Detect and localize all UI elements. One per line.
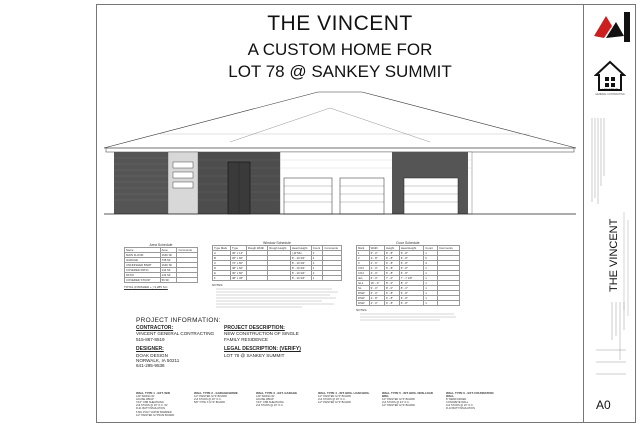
- wall-type-line: LAP SIDING W/: [256, 395, 275, 399]
- wall-type-line: HOUSE WRAP: [256, 398, 274, 402]
- table-cell: SL: [357, 286, 370, 291]
- wall-type-line: 2x4 STUDS @ 16" O.C.: [256, 404, 284, 408]
- wall-type-line: R-13 BATT INSULATION: [446, 407, 475, 411]
- table-cell: 9' - 0": [369, 286, 384, 291]
- front-elevation-drawing: [100, 86, 580, 236]
- wall-type-title: WALL TYPE 4 - INT. BRG. LOAD BRG.: [318, 391, 370, 395]
- table-cell: E: [213, 271, 231, 276]
- legal-description-value: LOT 78 @ SANKEY SUMMIT: [224, 352, 285, 358]
- door-notes-text: [356, 312, 460, 322]
- window-schedule: [212, 241, 342, 310]
- table-cell: DSW: [357, 291, 370, 296]
- table-row: [125, 278, 198, 283]
- project-description-line2: FAMILY RESIDENCE: [224, 336, 268, 342]
- contractor-phone: 515-867-8519: [136, 336, 165, 342]
- table-cell: 8' - 0": [385, 281, 400, 286]
- table-cell: 7' - 7 1/8": [399, 276, 424, 281]
- table-cell: 8' - 0": [385, 286, 400, 291]
- table-cell: 738 SF: [160, 258, 177, 263]
- table-cell: [177, 278, 198, 283]
- table-cell: 8' - 10 3/4": [290, 271, 311, 276]
- wall-type-line: 1/2" PAINTED GYPSUM BOARD: [136, 413, 175, 417]
- wall-type-line: LAP SIDING W/: [136, 395, 155, 399]
- designer-name: DOAK DESIGN: [136, 352, 168, 358]
- wall-type-title: WALL TYPE 1 - EXT. W/D: [136, 391, 170, 395]
- table-header: Name: [125, 248, 161, 253]
- wall-type-line: 5/8" TYPE X GYP. BOARD: [194, 401, 225, 405]
- table-cell: 3' - 0": [369, 291, 384, 296]
- project-info-heading: PROJECT INFORMATION:: [136, 317, 221, 324]
- table-cell: 8' - 0": [399, 281, 424, 286]
- sheet-title: THE VINCENT: [267, 12, 413, 35]
- table-cell: 2' - 0": [369, 301, 384, 306]
- wall-type-line: 1/2" PAINTED GYP. BOARD: [382, 404, 415, 408]
- table-cell: 1: [424, 251, 438, 256]
- sheet-number: A0: [596, 398, 611, 412]
- wall-type-1: [136, 392, 188, 417]
- table-cell: 3: [311, 251, 323, 256]
- wall-type-line: 7/16" OSB SHEATHING: [136, 401, 164, 405]
- brand-subtitle: GENERAL CONTRACTING: [595, 93, 625, 96]
- area-total: TOTAL (FINISHED + ) 3,285 S.F.: [124, 285, 168, 289]
- table-cell: 6' - 8": [385, 261, 400, 266]
- table-header: Count: [424, 246, 438, 251]
- wall-type-line: 2x4 STUDS @ 16" O.C.: [318, 398, 346, 402]
- table-header: Type Mark: [213, 246, 231, 251]
- table-cell: 3: [424, 261, 438, 266]
- table-header: Rough Height: [268, 246, 291, 251]
- table-cell: GARAGE: [125, 258, 161, 263]
- table-cell: 6' - 8": [399, 296, 424, 301]
- table-cell: CO3: [357, 266, 370, 271]
- designer-label: DESIGNER:: [136, 346, 164, 353]
- project-information: [136, 318, 366, 384]
- window-notes-label: NOTES:: [212, 283, 224, 287]
- table-cell: COVERED STOOP: [125, 278, 161, 283]
- wall-type-line: 1/2" PAINTED GYP. BOARD: [318, 395, 351, 399]
- table-header: Count: [311, 246, 323, 251]
- table-cell: 3: [357, 261, 370, 266]
- table-header: Height: [385, 246, 400, 251]
- table-cell: PATIO: [125, 273, 161, 278]
- table-header: Comments: [323, 246, 342, 251]
- table-cell: 144 SF: [160, 273, 177, 278]
- table-header: Rough Width: [246, 246, 267, 251]
- table-cell: 6' - 8": [399, 266, 424, 271]
- wall-type-line: CONCRETE WALL: [446, 401, 469, 405]
- table-cell: 56 SF: [160, 278, 177, 283]
- table-cell: 48" x 60": [231, 266, 247, 271]
- table-cell: 6' - 8": [399, 291, 424, 296]
- table-cell: 8' - 0": [399, 286, 424, 291]
- sheet-lot-title: LOT 78 @ SANKEY SUMMIT: [228, 62, 452, 81]
- table-cell: 1: [424, 301, 438, 306]
- table-cell: 8' - 10 3/4": [290, 266, 311, 271]
- table-header: Width: [369, 246, 384, 251]
- table-header: Comments: [177, 248, 198, 253]
- table-cell: 6' - 8": [385, 291, 400, 296]
- table-cell: (-)6"Min: [290, 251, 311, 256]
- table-cell: 2' - 8": [369, 256, 384, 261]
- table-cell: 1: [357, 251, 370, 256]
- table-row: [357, 301, 460, 306]
- wall-type-title: WALL TYPE 6 - EXT. FOUNDATION WALL: [446, 391, 494, 399]
- designer-city: NORWALK, IA 50211: [136, 358, 180, 364]
- table-cell: F: [213, 276, 231, 281]
- table-cell: 1: [424, 276, 438, 281]
- brand-name: VINCENT: [602, 88, 618, 92]
- table-cell: CO4: [357, 271, 370, 276]
- table-header: Head Height: [399, 246, 424, 251]
- table-cell: 1: [424, 296, 438, 301]
- table-cell: DSW: [357, 296, 370, 301]
- table-cell: 72" x 60": [231, 261, 247, 266]
- wall-type-line: 1/2" PAINTED GYP. BOARD: [382, 398, 415, 402]
- table-cell: 6' - 8": [399, 251, 424, 256]
- table-cell: 36" x 60": [231, 256, 247, 261]
- sheet-info-text: [590, 300, 630, 390]
- table-cell: 6' - 8": [385, 301, 400, 306]
- table-cell: 144 SF: [160, 268, 177, 273]
- table-header: Area: [160, 248, 177, 253]
- wall-type-line: HOUSE WRAP: [136, 398, 154, 402]
- area-schedule: [124, 243, 198, 289]
- legal-description-label: LEGAL DESCRIPTION: (VERIFY): [224, 346, 301, 353]
- wall-type-4: [318, 392, 370, 404]
- table-cell: 4' - 0": [369, 271, 384, 276]
- wall-type-line: 2x4 STUDS @ 24" O.C.: [382, 401, 410, 405]
- table-cell: 2' - 0": [369, 266, 384, 271]
- table-header: Mark: [357, 246, 370, 251]
- wall-type-title: WALL TYPE 2 - GARAGE/HOME: [194, 391, 238, 395]
- wall-type-5: [382, 392, 434, 407]
- doak-logo-icon: [590, 8, 632, 50]
- table-cell: 6' - 8": [399, 256, 424, 261]
- area-schedule-table: [124, 247, 198, 283]
- table-cell: 1: [424, 291, 438, 296]
- window-schedule-title: Window Schedule: [262, 241, 291, 245]
- table-header: Comments: [438, 246, 460, 251]
- table-cell: 4: [311, 256, 323, 261]
- wall-type-line: 2x4 STUDS @ 16" O.C.: [446, 404, 474, 408]
- table-cell: 2' - 6": [369, 261, 384, 266]
- table-cell: 6' - 8": [399, 261, 424, 266]
- contractor-name: VINCENT GENERAL CONTRACTING: [136, 331, 215, 337]
- table-cell: 6' - 0": [369, 276, 384, 281]
- table-cell: 6' - 8": [385, 271, 400, 276]
- table-header: Head Height: [290, 246, 311, 251]
- copyright-notice-text: [590, 116, 606, 206]
- table-cell: 1: [424, 266, 438, 271]
- wall-type-title: WALL TYPE 5 - INT. BRG. NON-LOAD BRG.: [382, 391, 434, 399]
- table-cell: 6' - 8": [399, 271, 424, 276]
- project-description-line1: NEW CONSTRUCTION OF SINGLE: [224, 331, 299, 337]
- table-cell: 36" x 12": [231, 251, 247, 256]
- table-cell: 2: [311, 261, 323, 266]
- project-description-label: PROJECT DESCRIPTION:: [224, 325, 285, 331]
- table-cell: [268, 276, 291, 281]
- table-cell: 2: [311, 271, 323, 276]
- table-header: Type: [231, 246, 247, 251]
- table-cell: 48" x 36": [231, 276, 247, 281]
- table-cell: MAIN FLOOR: [125, 253, 161, 258]
- table-cell: 1646 SF: [160, 253, 177, 258]
- table-cell: 1: [311, 266, 323, 271]
- project-name-vertical: THE VINCENT: [608, 218, 620, 292]
- wall-type-line: 1/2" PAINTED GYP. BOARD: [318, 401, 351, 405]
- table-cell: 1646 SF: [160, 263, 177, 268]
- window-schedule-table: [212, 245, 342, 281]
- table-cell: 6: [424, 256, 438, 261]
- table-cell: DSW: [357, 301, 370, 306]
- wall-type-line: 2x4 STUDS @ 16" O.C.: [194, 398, 222, 402]
- table-cell: 16' - 0": [369, 281, 384, 286]
- table-cell: [246, 276, 267, 281]
- table-cell: 6' - 8": [399, 301, 424, 306]
- table-row: [213, 276, 342, 281]
- wall-type-line: 6 MIL POLY VAPOR BARRIER: [136, 410, 172, 414]
- table-cell: 1: [424, 281, 438, 286]
- table-cell: 30" x 60": [231, 271, 247, 276]
- table-cell: 6' - 8": [385, 296, 400, 301]
- table-cell: C: [213, 261, 231, 266]
- table-cell: [438, 301, 460, 306]
- door-schedule-table: [356, 245, 460, 306]
- table-cell: 4e1: [357, 276, 370, 281]
- table-cell: 6' - 8": [385, 256, 400, 261]
- wall-type-2: [194, 392, 246, 404]
- wall-type-line: 1/2" PAINTED GYP. BOARD: [194, 395, 227, 399]
- table-cell: D: [213, 266, 231, 271]
- table-cell: [323, 276, 342, 281]
- door-schedule: [356, 241, 460, 323]
- wall-type-title: WALL TYPE 3 - EXT. GARAGE: [256, 391, 298, 395]
- area-schedule-title: Area Schedule: [149, 243, 173, 247]
- table-cell: 8' - 10 3/4": [290, 256, 311, 261]
- table-cell: 8' - 10 3/4": [290, 276, 311, 281]
- wall-types: [136, 392, 576, 418]
- wall-type-3: [256, 392, 308, 407]
- wall-type-line: 8" REINFORCED: [446, 398, 467, 402]
- door-notes-label: NOTES:: [356, 308, 368, 312]
- table-cell: 2' - 8": [369, 296, 384, 301]
- contractor-label: CONTRACTOR:: [136, 325, 174, 331]
- table-cell: 8' - 10 3/4": [290, 261, 311, 266]
- window-notes-text: [212, 287, 342, 309]
- designer-phone: 641-295-9536: [136, 363, 165, 369]
- door-schedule-title: Door Schedule: [396, 241, 420, 245]
- table-cell: GL1: [357, 281, 370, 286]
- wall-type-line: R-21 BATT INSULATION: [136, 407, 165, 411]
- table-cell: 3' - 0": [369, 251, 384, 256]
- table-cell: UNFINISHED BSMT: [125, 263, 161, 268]
- table-cell: A: [213, 251, 231, 256]
- table-cell: 7' - 0": [385, 276, 400, 281]
- wall-type-line: 7/16" OSB SHEATHING: [256, 401, 284, 405]
- table-cell: 6' - 8": [385, 266, 400, 271]
- wall-type-line: 2x6 STUDS @ 16" O.C. W/: [136, 404, 168, 408]
- table-cell: 1: [424, 286, 438, 291]
- wall-type-6: [446, 392, 498, 411]
- sheet-subtitle: A CUSTOM HOME FOR: [247, 40, 433, 59]
- table-cell: 2: [357, 256, 370, 261]
- table-cell: 1: [424, 271, 438, 276]
- table-cell: 6' - 8": [385, 251, 400, 256]
- table-cell: B: [213, 256, 231, 261]
- table-cell: COVERED PATIO: [125, 268, 161, 273]
- table-cell: 1: [311, 276, 323, 281]
